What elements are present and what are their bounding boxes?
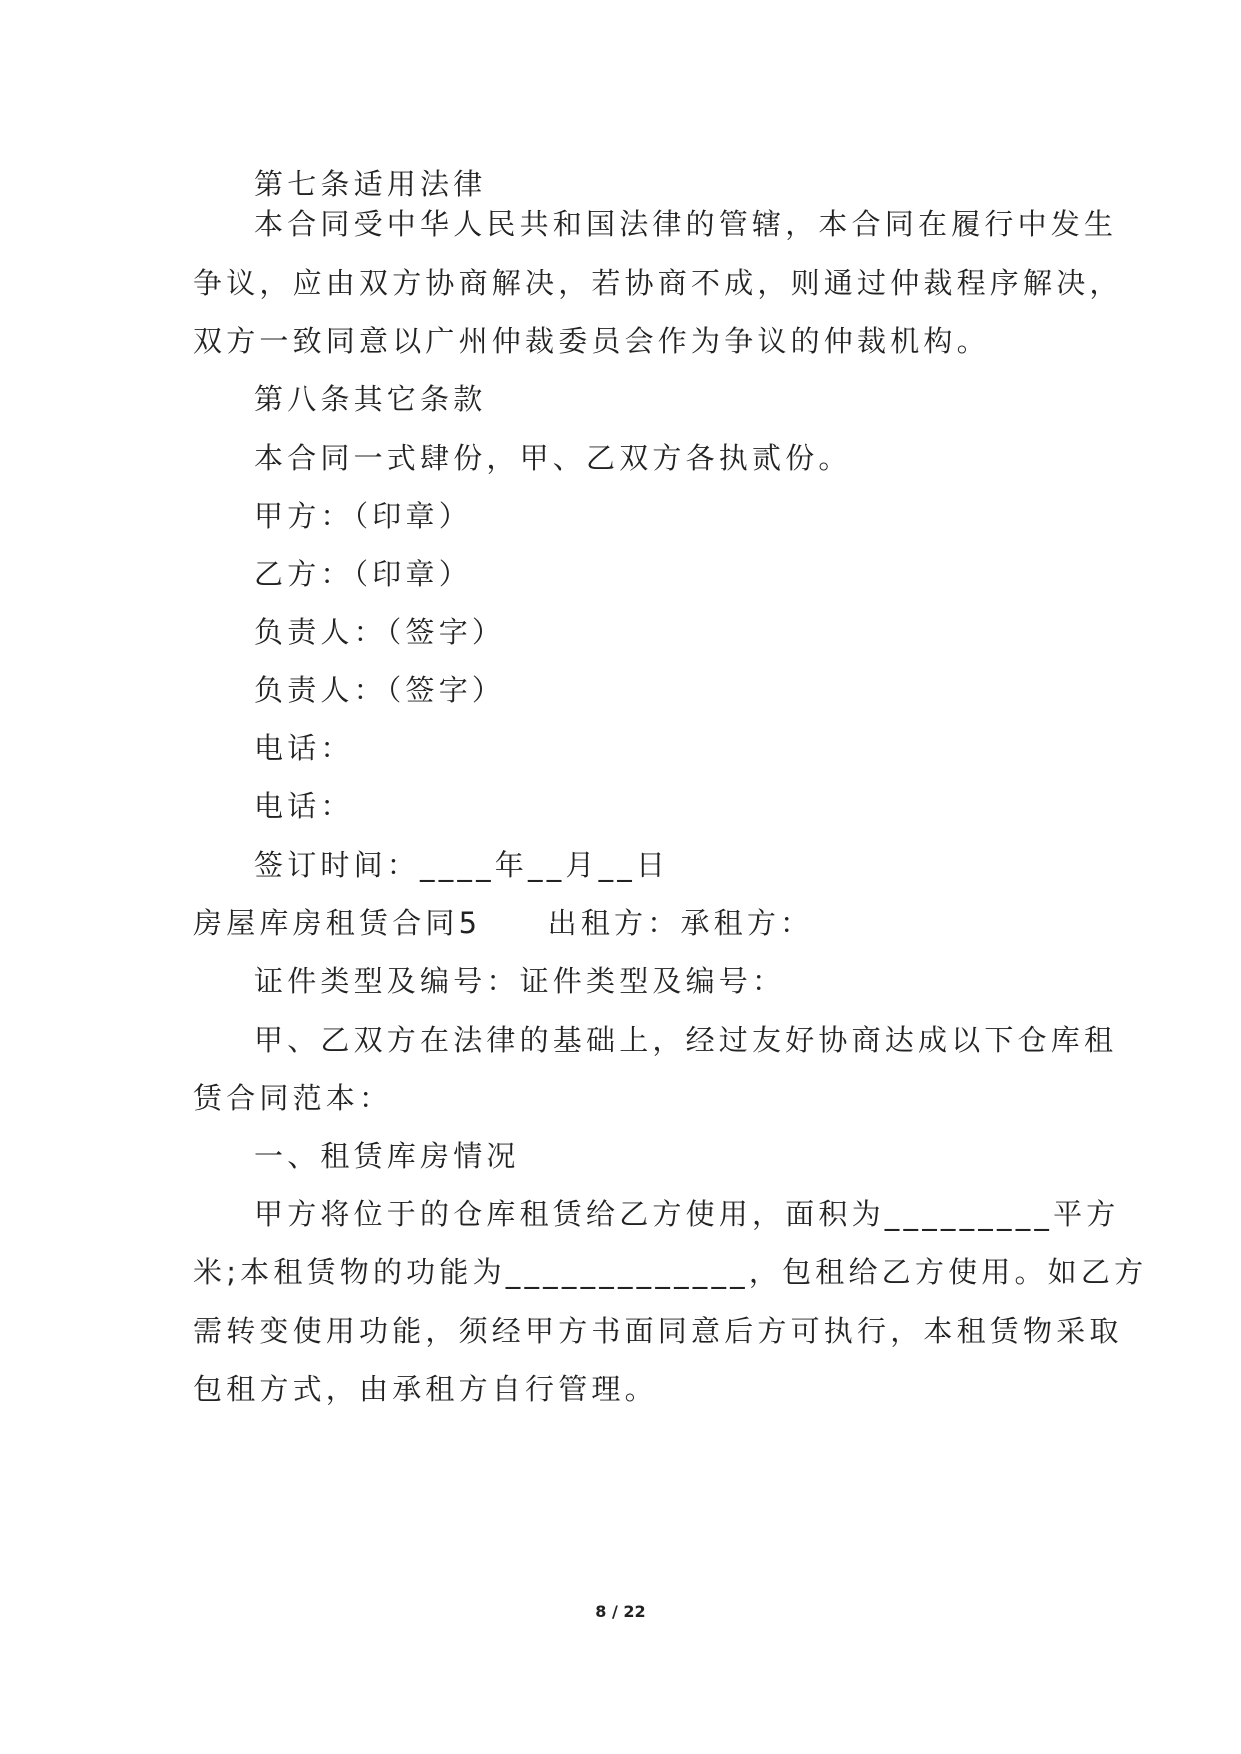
paragraph-line: 争议，应由双方协商解决，若协商不成，则通过仲裁程序解决， xyxy=(193,266,1123,300)
article-7-heading: 第七条适用法律 xyxy=(254,167,487,201)
paragraph-line: 本合同一式肆份，甲、乙双方各执贰份。 xyxy=(254,441,852,475)
paragraph-line: 本合同受中华人民共和国法律的管辖，本合同在履行中发生 xyxy=(254,207,1118,241)
signing-date-line: 签订时间：____年__月__日 xyxy=(254,848,670,882)
responsible-person-signature-line: 负责人：（签字） xyxy=(254,615,506,649)
party-b-seal-line: 乙方：（印章） xyxy=(254,557,472,591)
party-a-seal-line: 甲方：（印章） xyxy=(254,499,472,533)
page-number: 8 / 22 xyxy=(595,1602,646,1621)
paragraph-line: 甲、乙双方在法律的基础上，经过友好协商达成以下仓库租 xyxy=(254,1023,1118,1057)
article-8-heading: 第八条其它条款 xyxy=(254,382,487,416)
paragraph-line: 甲方将位于的仓库租赁给乙方使用，面积为_________平方 xyxy=(254,1197,1120,1231)
paragraph-line: 双方一致同意以广州仲裁委员会作为争议的仲裁机构。 xyxy=(193,324,990,358)
paragraph-line: 赁合同范本： xyxy=(193,1081,393,1115)
paragraph-line: 米;本租赁物的功能为_____________，包租给乙方使用。如乙方 xyxy=(193,1255,1148,1289)
id-type-line: 证件类型及编号：证件类型及编号： xyxy=(254,964,786,998)
responsible-person-signature-line: 负责人：（签字） xyxy=(254,673,506,707)
phone-line: 电话： xyxy=(254,731,354,765)
paragraph-line: 包租方式，由承租方自行管理。 xyxy=(193,1372,658,1406)
section-1-heading: 一、租赁库房情况 xyxy=(254,1139,520,1173)
contract-title-line: 房屋库房租赁合同5 出租方：承租方： xyxy=(193,906,814,940)
paragraph-line: 需转变使用功能，须经甲方书面同意后方可执行，本租赁物采取 xyxy=(193,1314,1123,1348)
phone-line: 电话： xyxy=(254,789,354,823)
